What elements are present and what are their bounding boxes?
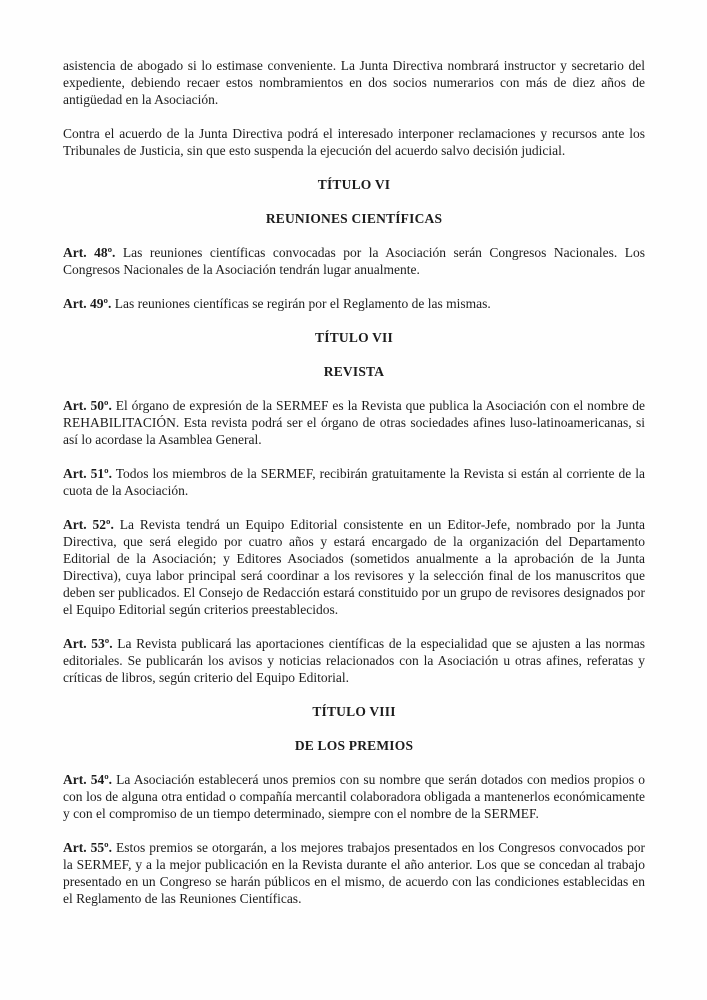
- article-number: Art. 55º.: [63, 840, 112, 855]
- section-title: TÍTULO VII: [315, 330, 393, 345]
- article-text: El órgano de expresión de la SERMEF es la Revista que publica la Asociación con el nombre de REHABILITACIÓN. Esta revista podrá ser el órgano de otras sociedades afines luso-latinoamericanas, si así lo acordase la Asamblea General.: [63, 398, 645, 447]
- article-paragraph: [63, 465, 645, 499]
- body-paragraph: Contra el acuerdo de la Junta Directiva podrá el interesado interponer reclamaciones y recursos ante los Tribunales de Justicia, sin que esto suspenda la ejecución del acuerdo salvo decisión judicial.: [63, 126, 645, 158]
- article-paragraph: [63, 397, 645, 448]
- article-number: Art. 53º.: [63, 636, 113, 651]
- article-text: Todos los miembros de la SERMEF, recibirán gratuitamente la Revista si están al corriente de la cuota de la Asociación.: [63, 466, 645, 498]
- article-paragraph: [63, 635, 645, 686]
- section-title: TÍTULO VI: [317, 177, 391, 192]
- article-text: Las reuniones científicas convocadas por la Asociación serán Congresos Nacionales. Los Congresos Nacionales de la Asociación tendrán lugar anualmente.: [63, 245, 645, 277]
- article-text: Estos premios se otorgarán, a los mejores trabajos presentados en los Congresos convocados por la SERMEF, y a la mejor publicación en la Revista durante el año anterior. Los que se concedan al trabajo presentado en un Congreso se harán públicos en el mismo, de acuerdo con las condiciones establecidas en el Reglamento de las Reuniones Científicas.: [63, 840, 646, 906]
- article-number: Art. 49º.: [63, 296, 112, 311]
- article-paragraph: [63, 516, 645, 618]
- section-subtitle: DE LOS PREMIOS: [294, 738, 414, 753]
- section-subtitle: REVISTA: [323, 364, 385, 379]
- article-number: Art. 51º.: [63, 466, 112, 481]
- article-number: Art. 52º.: [63, 517, 114, 532]
- section-title: TÍTULO VIII: [312, 704, 396, 719]
- article-text: La Revista publicará las aportaciones científicas de la especialidad que se ajusten a las normas editoriales. Se publicarán los avisos y noticias relacionados con la Asociación u otras afines, referatas y críticas de libros, según criterio del Equipo Editorial.: [63, 636, 645, 685]
- document-body: [63, 57, 645, 924]
- body-paragraph: asistencia de abogado si lo estimase conveniente. La Junta Directiva nombrará instructor y secretario del expediente, debiendo recaer estos nombramientos en dos socios numerarios con más de diez años de antigüedad en la Asociación.: [63, 58, 645, 107]
- article-paragraph: [63, 244, 645, 278]
- article-number: Art. 48º.: [63, 245, 116, 260]
- article-number: Art. 50º.: [63, 398, 112, 413]
- article-text: Las reuniones científicas se regirán por el Reglamento de las mismas.: [114, 296, 491, 311]
- article-text: La Asociación establecerá unos premios con su nombre que serán dotados con medios propios o con los de alguna otra entidad o compañía mercantil colaboradora obligada a mantenerlos económicamente y con el compromiso de un tiempo determinado, siempre con el nombre de la SERMEF.: [63, 772, 646, 821]
- section-subtitle: REUNIONES CIENTÍFICAS: [265, 211, 443, 226]
- article-number: Art. 54º.: [63, 772, 113, 787]
- article-text: La Revista tendrá un Equipo Editorial consistente en un Editor-Jefe, nombrado por la Junta Directiva, que será elegido por cuatro años y estará encargado de la organización del Departamento Editorial de la Asociación; y Editores Asociados (sometidos anualmente a la aprobación de la Junta Directiva), cuya labor principal será coordinar a los revisores y la selección final de los manuscritos que deben ser publicados. El Consejo de Redacción estará constituido por un grupo de revisores designados por el Equipo Editorial según criterios preestablecidos.: [63, 517, 645, 617]
- article-paragraph: [63, 839, 645, 907]
- article-paragraph: [63, 771, 645, 822]
- article-paragraph: [63, 295, 645, 312]
